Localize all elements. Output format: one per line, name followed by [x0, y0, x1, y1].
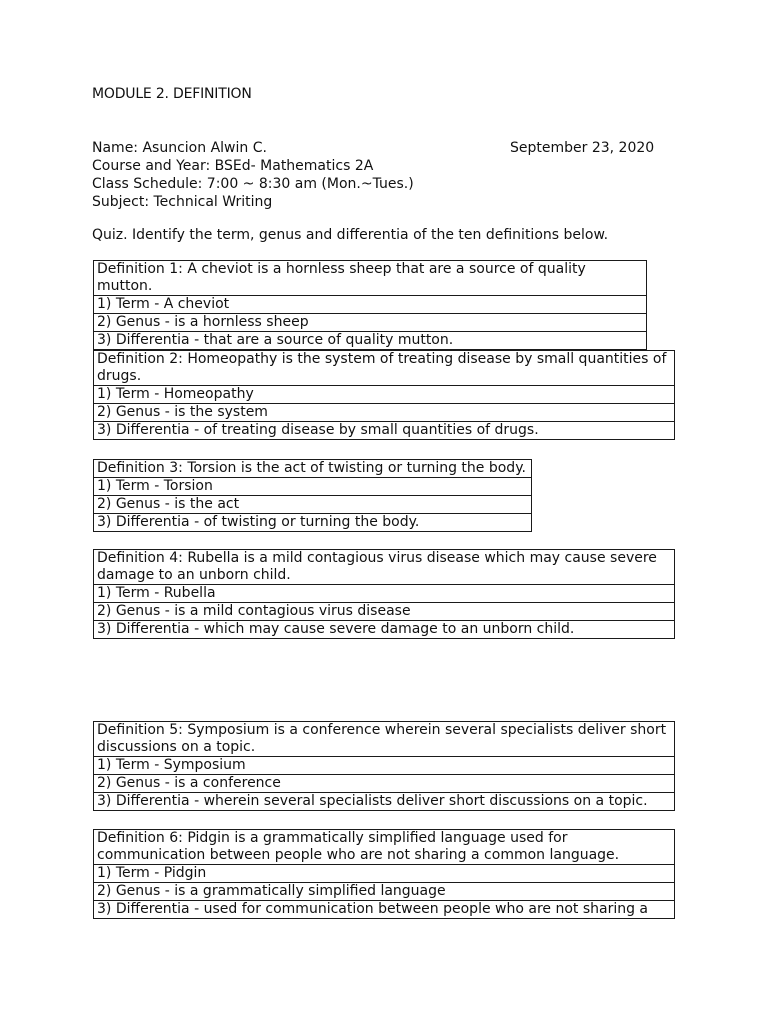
subject: Subject: Technical Writing	[92, 194, 273, 210]
term-row: 1) Term - Rubella	[94, 585, 675, 603]
differentia-row: 3) Differentia - that are a source of quality mutton.	[94, 332, 647, 350]
term-row: 1) Term - Homeopathy	[94, 386, 675, 404]
class-schedule: Class Schedule: 7:00 ~ 8:30 am (Mon.~Tues.)	[92, 176, 414, 192]
genus-row: 2) Genus - is a hornless sheep	[94, 314, 647, 332]
genus-row: 2) Genus - is a conference	[94, 775, 675, 793]
student-name: Name: Asuncion Alwin C.	[92, 140, 267, 156]
quiz-instruction: Quiz. Identify the term, genus and differentia of the ten definitions below.	[92, 227, 609, 243]
term-row: 1) Term - Torsion	[94, 478, 532, 496]
course-and-year: Course and Year: BSEd- Mathematics 2A	[92, 158, 374, 174]
definition-statement: Definition 3: Torsion is the act of twisting or turning the body.	[94, 460, 532, 478]
definition-statement: Definition 2: Homeopathy is the system of treating disease by small quantities of drugs.	[94, 351, 675, 386]
genus-row: 2) Genus - is the act	[94, 496, 532, 514]
term-row: 1) Term - A cheviot	[94, 296, 647, 314]
term-row: 1) Term - Pidgin	[94, 865, 675, 883]
term-row: 1) Term - Symposium	[94, 757, 675, 775]
definition-statement: Definition 6: Pidgin is a grammatically simplified language used for communication between people who are not sharing a common language.	[94, 830, 675, 865]
differentia-row: 3) Differentia - which may cause severe damage to an unborn child.	[94, 621, 675, 639]
definition-statement: Definition 4: Rubella is a mild contagious virus disease which may cause severe damage to an unborn child.	[94, 550, 675, 585]
genus-row: 2) Genus - is a grammatically simplified language	[94, 883, 675, 901]
definition-table-6	[93, 829, 675, 919]
differentia-row: 3) Differentia - of treating disease by small quantities of drugs.	[94, 422, 675, 440]
definition-table-3	[93, 459, 532, 532]
definition-table-4	[93, 549, 675, 639]
genus-row: 2) Genus - is the system	[94, 404, 675, 422]
differentia-row: 3) Differentia - used for communication between people who are not sharing a	[94, 901, 675, 919]
differentia-row: 3) Differentia - of twisting or turning the body.	[94, 514, 532, 532]
definition-statement: Definition 1: A cheviot is a hornless sheep that are a source of quality mutton.	[94, 261, 647, 296]
definition-table-1	[93, 260, 647, 350]
definition-table-2	[93, 350, 675, 440]
document-title: MODULE 2. DEFINITION	[92, 86, 252, 102]
genus-row: 2) Genus - is a mild contagious virus disease	[94, 603, 675, 621]
definition-table-5	[93, 721, 675, 811]
definition-statement: Definition 5: Symposium is a conference wherein several specialists deliver short discussions on a topic.	[94, 722, 675, 757]
differentia-row: 3) Differentia - wherein several specialists deliver short discussions on a topic.	[94, 793, 675, 811]
document-date: September 23, 2020	[510, 140, 655, 156]
